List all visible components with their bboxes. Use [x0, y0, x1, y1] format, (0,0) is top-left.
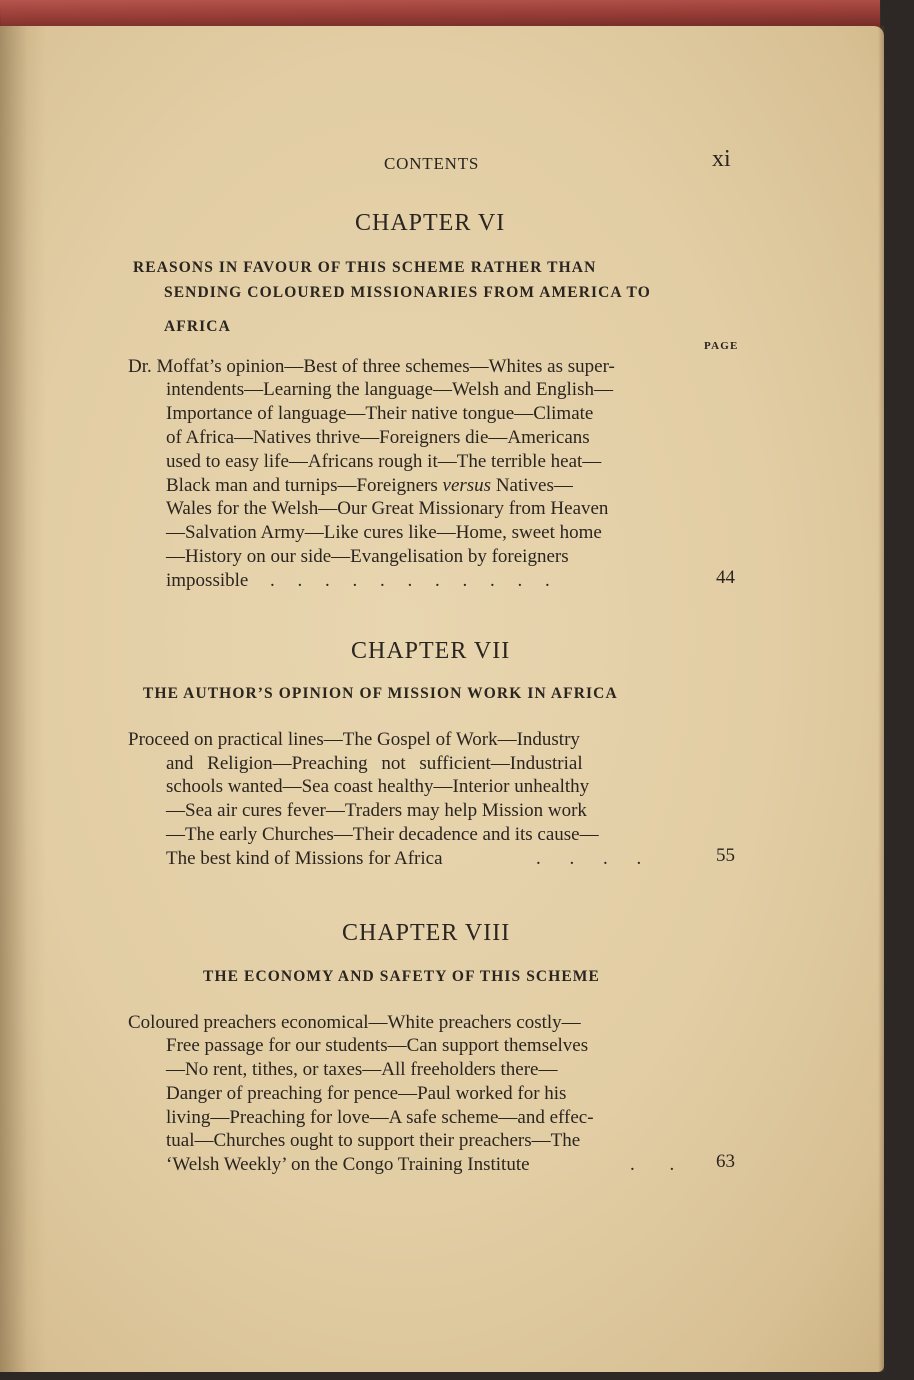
page-number: xi	[712, 146, 731, 172]
page-column-label: PAGE	[704, 340, 739, 352]
dot-leader: . . . . . . . . . . .	[270, 570, 550, 591]
page-gutter-shadow	[0, 26, 46, 1372]
summary-line: schools wanted—Sea coast healthy—Interior unhealthy	[166, 776, 590, 797]
summary-line: intendents—Learning the language—Welsh and English—	[166, 379, 613, 400]
chapter-heading: CHAPTER VII	[351, 638, 511, 664]
chapter-subtitle-line: THE ECONOMY AND SAFETY OF THIS SCHEME	[203, 968, 600, 985]
summary-text: Natives—	[491, 475, 573, 496]
summary-line: —History on our side—Evangelisation by foreigners	[166, 546, 569, 567]
chapter-subtitle-line: THE AUTHOR’S OPINION OF MISSION WORK IN AFRICA	[143, 685, 618, 702]
summary-line: Importance of language—Their native tongue—Climate	[166, 403, 594, 424]
page-edge-shadow	[878, 26, 884, 1372]
page-reference: 63	[716, 1151, 735, 1172]
chapter-heading: CHAPTER VIII	[342, 920, 511, 946]
summary-line: Wales for the Welsh—Our Great Missionary from Heaven	[166, 498, 609, 519]
summary-line: tual—Churches ought to support their preachers—The	[166, 1130, 581, 1151]
summary-line: The best kind of Missions for Africa	[166, 848, 443, 869]
summary-line: used to easy life—Africans rough it—The terrible heat—	[166, 451, 602, 472]
summary-line: Free passage for our students—Can support themselves	[166, 1035, 589, 1056]
page-sheet	[0, 26, 884, 1372]
summary-line: —The early Churches—Their decadence and its cause—	[166, 824, 599, 845]
summary-line: and Religion—Preaching not sufficient—Industrial	[166, 753, 583, 774]
summary-line-with-italic	[166, 475, 573, 497]
running-head: CONTENTS	[384, 154, 480, 173]
summary-line: —Salvation Army—Like cures like—Home, sweet home	[166, 522, 602, 543]
chapter-subtitle-line: SENDING COLOURED MISSIONARIES FROM AMERICA TO	[164, 284, 651, 301]
summary-line: Dr. Moffat’s opinion—Best of three schemes—Whites as super-	[128, 356, 615, 377]
summary-line: impossible	[166, 570, 249, 591]
summary-line: of Africa—Natives thrive—Foreigners die—Americans	[166, 427, 590, 448]
summary-line: —Sea air cures fever—Traders may help Mission work	[166, 800, 587, 821]
dot-leader: . . . .	[536, 848, 642, 869]
summary-line: —No rent, tithes, or taxes—All freeholders there—	[166, 1059, 558, 1080]
chapter-subtitle-line: REASONS IN FAVOUR OF THIS SCHEME RATHER THAN	[133, 259, 597, 276]
italic-word: versus	[442, 475, 492, 496]
summary-line: living—Preaching for love—A safe scheme—and effec-	[166, 1107, 594, 1128]
page-reference: 55	[716, 845, 735, 866]
summary-line: Proceed on practical lines—The Gospel of Work—Industry	[128, 729, 580, 750]
chapter-heading: CHAPTER VI	[355, 210, 506, 236]
dot-leader: . .	[630, 1154, 675, 1175]
summary-text: Black man and turnips—Foreigners	[166, 475, 443, 496]
summary-line: ‘Welsh Weekly’ on the Congo Training Institute	[166, 1154, 530, 1175]
page-reference: 44	[716, 567, 735, 588]
summary-line: Danger of preaching for pence—Paul worked for his	[166, 1083, 567, 1104]
chapter-subtitle-line: AFRICA	[164, 318, 231, 335]
summary-line: Coloured preachers economical—White preachers costly—	[128, 1012, 581, 1033]
